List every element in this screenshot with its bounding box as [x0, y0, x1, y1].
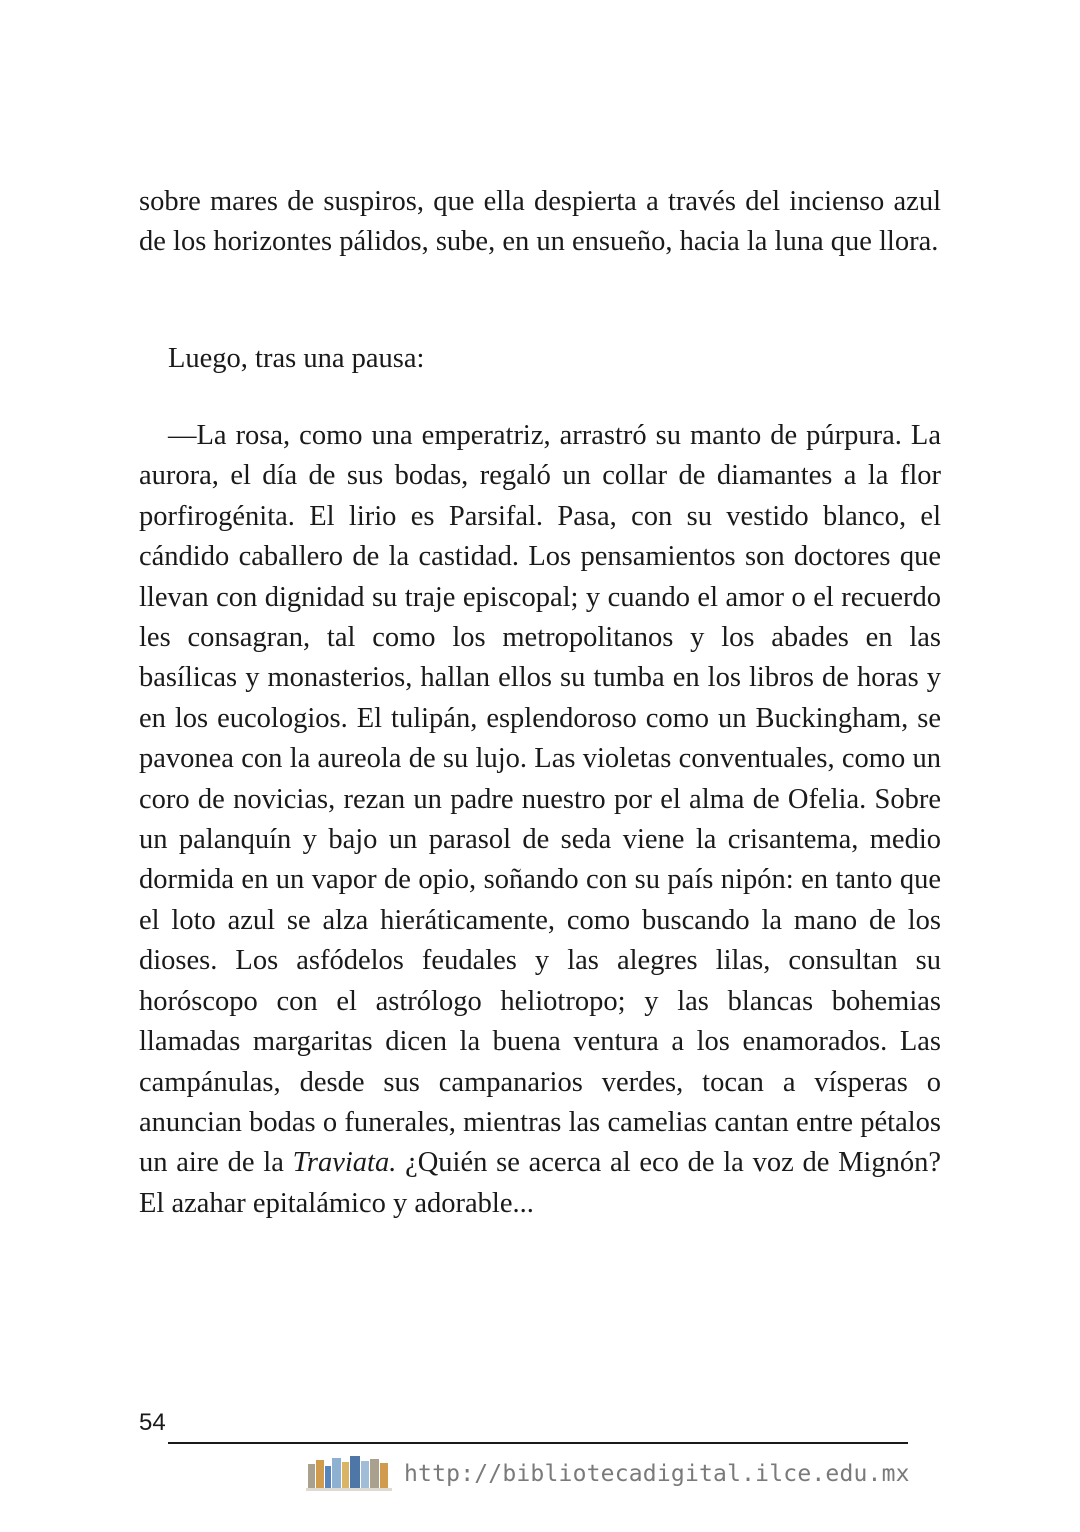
italic-title-text: Traviata. [292, 1147, 397, 1179]
footer-divider [168, 1442, 908, 1444]
book-spine [325, 1466, 331, 1488]
book-spine [308, 1464, 315, 1488]
book-spine [316, 1460, 324, 1488]
paragraph [139, 182, 941, 263]
paragraph [139, 339, 941, 379]
footer-url[interactable]: http://bibliotecadigital.ilce.edu.mx [404, 1461, 910, 1487]
book-spine [370, 1459, 379, 1488]
book-spine [332, 1458, 341, 1488]
library-books-icon [306, 1452, 392, 1492]
paragraph-text: Luego, tras una pausa: [168, 343, 425, 374]
book-spine [342, 1462, 349, 1488]
paragraph-text: ¿Quién se acerca al eco de la voz de Mignón? El azahar epitalámico y adorable... [139, 1147, 941, 1219]
paragraph [139, 416, 941, 1224]
book-spine [380, 1463, 388, 1488]
paragraph-text: —La rosa, como una emperatriz, arrastró su manto de púrpura. La aurora, el día de sus bodas, regaló un collar de diamantes a la flor porfirogénita. El lirio es Parsifal. Pasa, con su vestido blanco, el cándido caballero de la castidad. Los pensamientos son doctores que llevan con dignidad su traje episcopal; y cuando el amor o el recuerdo les consagran, tal como los metropolitanos y los abades en las basílicas y monasterios, hallan ellos su tumba en los libros de horas y en los eucologios. El tulipán, esplendoroso como un Buckingham, se pavonea con la aureola de su lujo. Las violetas conventuales, como un coro de novicias, rezan un padre nuestro por el alma de Ofelia. Sobre un palanquín y bajo un parasol de seda viene la crisantema, medio dormida en un vapor de opio, soñando con su país nipón: en tanto que el loto azul se alza hieráticamente, como buscando la mano de los dioses. Los asfódelos feudales y las alegres lilas, consultan su horóscopo con el astrólogo heliotropo; y las blancas bohemias llamadas margaritas dicen la buena ventura a los enamorados. Las campánulas, desde sus campanarios verdes, tocan a vísperas o anuncian bodas o funerales, mientras las camelias cantan entre pétalos un aire de la [139, 420, 941, 1179]
paragraph-text: sobre mares de suspiros, que ella despierta a través del incienso azul de los horizontes pálidos, sube, en un ensueño, hacia la luna que llora. [139, 186, 941, 258]
shelf-base [306, 1488, 392, 1491]
book-spine [361, 1461, 369, 1488]
book-spine [350, 1456, 360, 1488]
page-number: 54 [139, 1409, 166, 1436]
